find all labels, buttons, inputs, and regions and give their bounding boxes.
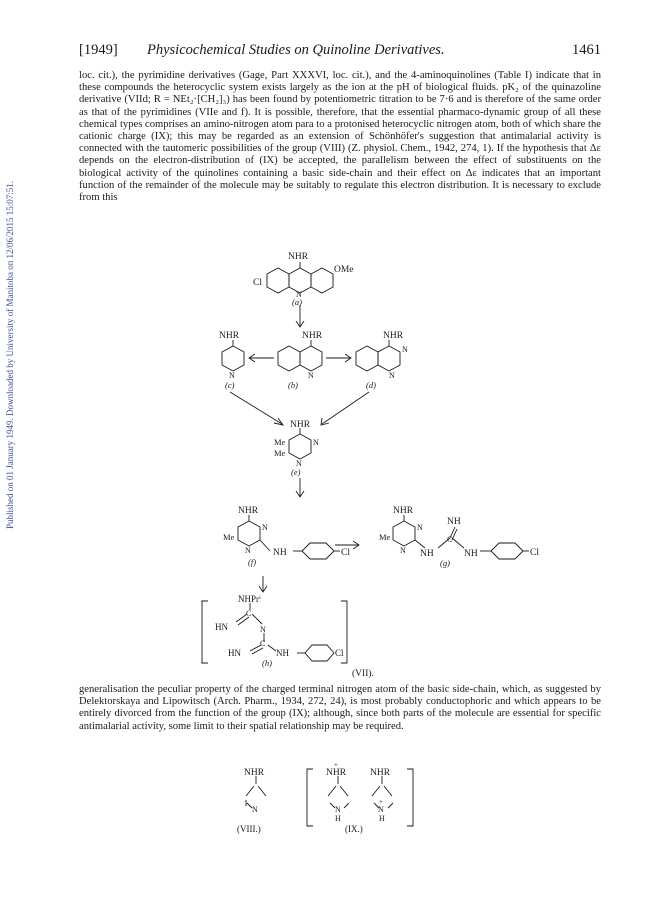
- e-n2: N: [296, 459, 302, 468]
- h-n: N: [260, 625, 266, 634]
- a-nhr: NHR: [288, 252, 309, 262]
- b-nhr: NHR: [302, 331, 323, 341]
- c-nhr: NHR: [219, 331, 240, 341]
- e-me2: Me: [274, 448, 286, 458]
- f-cl: Cl: [341, 548, 350, 558]
- label-vii: (VII).: [352, 669, 374, 679]
- label-a: (a): [292, 297, 302, 307]
- label-f: (f): [248, 557, 257, 567]
- h-cl: Cl: [335, 648, 344, 658]
- g-cl: Cl: [530, 548, 539, 558]
- h-c2: C: [260, 639, 266, 648]
- e-n1: N: [313, 438, 319, 447]
- ix-plus-2: +: [379, 798, 383, 806]
- g-nh-top: NH: [447, 517, 461, 527]
- viii-n: N: [252, 805, 258, 814]
- a-cl: Cl: [253, 278, 262, 288]
- g-nhr: NHR: [393, 506, 414, 516]
- f-nh: NH: [273, 548, 287, 558]
- ring-b-left: [278, 346, 300, 371]
- ix-plus-1: +: [334, 761, 338, 769]
- ring-f-phenyl: [302, 543, 334, 559]
- g-n2: N: [400, 546, 406, 555]
- label-d: (d): [366, 380, 376, 390]
- d-n1: N: [402, 345, 408, 354]
- body-paragraph-2: generalisation the peculiar property of the charged terminal nitrogen atom of the basic side-chain, which, as suggested by Delektorskaya and Lipowitsch (Arch. Pharm., 1934, 272, 24), is most probably conductophoric and which appears to be entirely divorced from the function of the group (IX); although, since both parts of the molecule are essential for specific antimalarial activity, some limit to their spatial relationship may be required.: [79, 684, 601, 732]
- e-nhr: NHR: [290, 420, 311, 430]
- h-hn2: HN: [228, 648, 241, 658]
- d-n2: N: [389, 371, 395, 380]
- ring-d-left: [356, 346, 378, 371]
- label-viii: (VIII.): [237, 824, 261, 834]
- h-hn1: HN: [215, 622, 228, 632]
- download-watermark-text: Published on 01 January 1949. Downloaded by University of Manitoba on 12/06/2015 15:07:51.: [5, 181, 15, 529]
- ix-nhr-1: NHR: [326, 768, 347, 778]
- body-paragraph-1: loc. cit.), the pyrimidine derivatives (Gage, Part XXXVI, loc. cit.), and the 4-aminoquinolines (Table I) indicate that in these compounds the heterocyclic system exists largely as the ion at the pH of biological fluids. pK₂ of the quinazoline derivative (VIId; R = NEt₂·[CH₂]₃) has been found by potentiometric titration to be 7·6 and is therefore of the same order as that of the pyrimidines (VIIe and f). It is possible, therefore, that the essential pharmaco-dynamic group of all these chemical types comprises an amino-nitrogen atom para to a protonised heterocyclic nitrogen atom, both of which share the cationic charge (IX); this may be regarded as an extension of Schönhöfer's suggestion that antimalarial activity is connected with the tautomeric possibilities of the group (VIII) (Z. physiol. Chem., 1942, 274, 1). If the hypothesis that Δε depends on the electron-distribution of (IX) be accepted, the parallelism between the effect of substituents on the biological activity of the quinolines containing a basic side-chain and their effect on Δε indicates that an important function of the remainder of the molecule may be suitably to regulate this electron distribution. It is necessary to exclude from this: [79, 70, 601, 204]
- g-n1: N: [417, 523, 423, 532]
- g-c: C: [447, 535, 453, 544]
- header-title: Physicochemical Studies on Quinoline Derivatives.: [147, 42, 445, 58]
- f-n2: N: [245, 546, 251, 555]
- h-nhpr: NHPrⁱ: [238, 594, 261, 604]
- ring-b-right: [300, 346, 322, 371]
- h-c1: C: [246, 609, 252, 618]
- c-n: N: [229, 371, 235, 380]
- label-h: (h): [262, 658, 272, 668]
- viii-nhr: NHR: [244, 768, 265, 778]
- ring-a-left: [267, 268, 289, 293]
- ring-f-pyrimidine: [238, 521, 260, 546]
- h-nh: NH: [276, 648, 289, 658]
- ring-e: [289, 434, 311, 459]
- e-me1: Me: [274, 437, 286, 447]
- ix-n-1: N: [335, 805, 341, 814]
- b-n: N: [308, 371, 314, 380]
- f-nhr: NHR: [238, 506, 259, 516]
- label-g: (g): [440, 558, 450, 568]
- header-year: [1949]: [79, 42, 118, 58]
- f-n1: N: [262, 523, 268, 532]
- ix-h-1: H: [335, 814, 341, 823]
- label-c: (c): [225, 380, 235, 390]
- ring-d-right: [378, 346, 400, 371]
- label-ix: (IX.): [345, 824, 363, 834]
- f-me: Me: [223, 532, 235, 542]
- g-me: Me: [379, 532, 391, 542]
- ix-nhr-2: NHR: [370, 768, 391, 778]
- a-n: N: [296, 290, 302, 299]
- g-nh-right: NH: [464, 549, 478, 559]
- ring-c: [222, 346, 244, 371]
- a-ome: OMe: [334, 265, 354, 275]
- ix-n-2: N: [378, 805, 384, 814]
- ring-g-phenyl: [491, 543, 523, 559]
- ix-h-2: H: [379, 814, 385, 823]
- label-e: (e): [291, 467, 301, 477]
- d-nhr: NHR: [383, 331, 404, 341]
- label-b: (b): [288, 380, 298, 390]
- page-number: 1461: [572, 42, 601, 58]
- g-nh-left: NH: [420, 549, 434, 559]
- ring-h-phenyl: [305, 645, 334, 661]
- ring-g-pyrimidine: [393, 521, 415, 546]
- ring-a-right: [311, 268, 333, 293]
